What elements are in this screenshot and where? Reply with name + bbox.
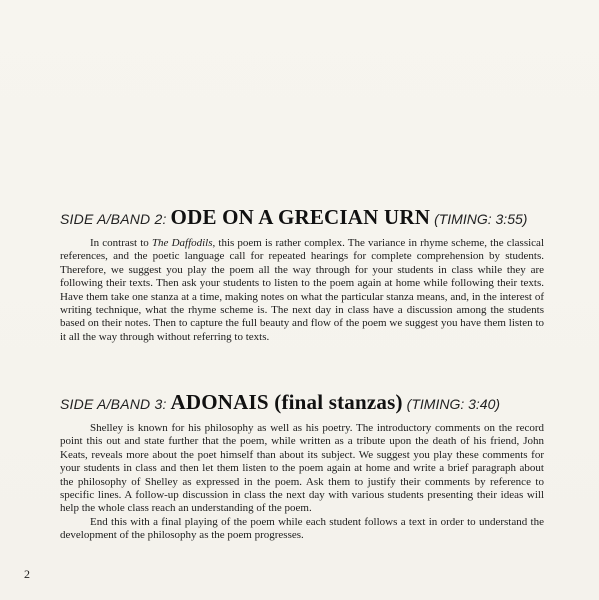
timing-label: (TIMING: 3:40): [406, 396, 501, 412]
side-band-label: SIDE A/BAND 2:: [60, 211, 167, 227]
section-heading: [60, 390, 544, 414]
side-band-label: SIDE A/BAND 3:: [60, 396, 167, 412]
section-paragraph: End this with a final playing of the poem while each student follows a text in order to understand the development of the philosophy as the poem progresses.: [60, 515, 544, 542]
paragraph-text-rest: , this poem is rather complex. The variance in rhyme scheme, the classical references, and the poetic language call for repeated hearings for complete comprehension by students. Therefore, we suggest you play the poem all the way through for your students in class while they are following their texts. Then ask your students to listen to the poem again at home while following their texts. Have them take one stanza at a time, making notes on what the particular stanza means, and, in the interest of writing technique, what the rhyme scheme is. The next day in class have a discussion among the students based on their notes. Then to capture the full beauty and flow of the poem we suggest you have them listen to it all the way through without referring to texts.: [60, 237, 544, 343]
poem-reference: The Daffodils: [151, 237, 213, 249]
section-heading: [60, 205, 544, 229]
section-adonais: [60, 390, 544, 543]
section-paragraph: [60, 237, 544, 344]
poem-title: ADONAIS (final stanzas): [170, 390, 403, 414]
timing-label: (TIMING: 3:55): [434, 211, 528, 227]
section-ode-on-a-grecian-urn: [60, 205, 544, 344]
paragraph-text-start: In contrast to: [90, 237, 152, 249]
poem-title: ODE ON A GRECIAN URN: [170, 205, 431, 229]
section-paragraph: Shelley is known for his philosophy as well as his poetry. The introductory comments on the record point this out and state further that the poem, while written as a tribute upon the death of his friend, John Keats, reveals more about the poet himself than about its subject. We suggest you play these comments for your students in class and then let them listen to the poem again at home and write a brief paragraph about the philosophy of Shelley as expressed in the poem. Ask them to justify their comments by reference to specific lines. A follow-up discussion in class the next day with various students presenting their ideas will help the whole class reach an understanding of the poem.: [60, 422, 544, 515]
page-number: 2: [24, 567, 30, 581]
